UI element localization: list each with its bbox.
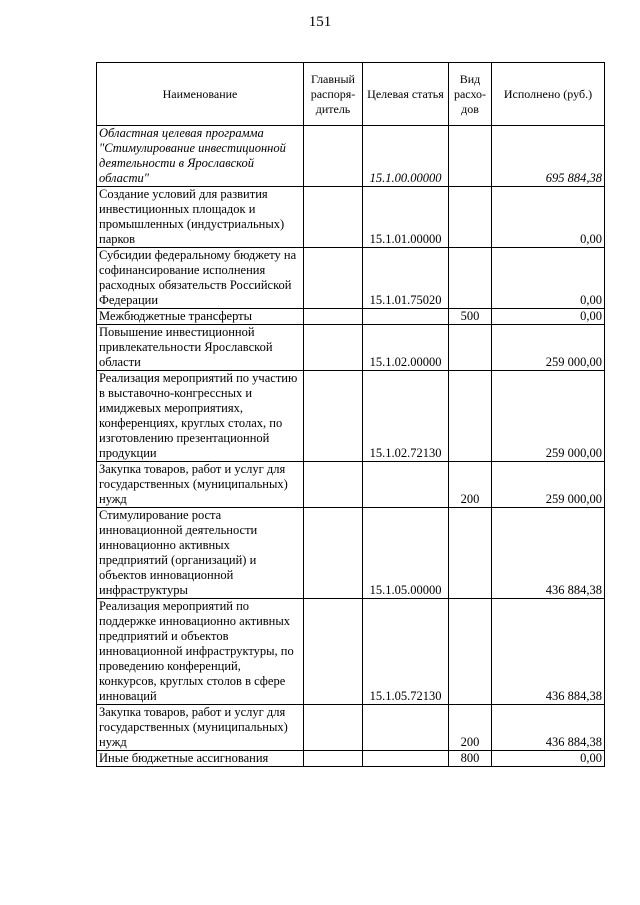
row-type-cell: 800 (449, 751, 492, 767)
row-type-cell (449, 126, 492, 187)
row-admin-cell (304, 462, 363, 508)
row-type-cell: 500 (449, 309, 492, 325)
row-article-cell (363, 309, 449, 325)
row-type-cell: 200 (449, 462, 492, 508)
row-name-cell: Закупка товаров, работ и услуг для государственных (муниципальных) нужд (97, 462, 304, 508)
row-type-cell (449, 371, 492, 462)
row-article-cell: 15.1.01.00000 (363, 187, 449, 248)
row-amount-cell: 259 000,00 (492, 371, 605, 462)
row-amount-cell: 0,00 (492, 309, 605, 325)
row-amount-cell: 436 884,38 (492, 508, 605, 599)
row-name-cell: Закупка товаров, работ и услуг для государственных (муниципальных) нужд (97, 705, 304, 751)
page-number: 151 (308, 14, 332, 30)
row-name-cell: Реализация мероприятий по участию в выставочно-конгрессных и имиджевых мероприятиях, конференциях, круглых столах, по изготовлению презентационной продукции (97, 371, 304, 462)
row-article-cell: 15.1.01.75020 (363, 248, 449, 309)
row-admin-cell (304, 248, 363, 309)
row-type-cell (449, 599, 492, 705)
budget-table (96, 62, 605, 767)
row-article-cell: 15.1.00.00000 (363, 126, 449, 187)
row-name-cell: Стимулирование роста инновационной деятельности инновационно активных предприятий (организаций) и объектов инновационной инфраструктуры (97, 508, 304, 599)
row-amount-cell: 436 884,38 (492, 705, 605, 751)
row-article-cell (363, 705, 449, 751)
table-row (97, 248, 605, 309)
row-amount-cell: 695 884,38 (492, 126, 605, 187)
row-article-cell: 15.1.02.00000 (363, 325, 449, 371)
header-type: Вид расхо-дов (449, 63, 492, 126)
table-header-row (97, 63, 605, 126)
row-name-cell: Областная целевая программа "Стимулирование инвестиционной деятельности в Ярославской области" (97, 126, 304, 187)
row-admin-cell (304, 508, 363, 599)
row-name-cell: Повышение инвестиционной привлекательности Ярославской области (97, 325, 304, 371)
table-row (97, 462, 605, 508)
row-amount-cell: 259 000,00 (492, 325, 605, 371)
row-article-cell: 15.1.05.72130 (363, 599, 449, 705)
row-name-cell: Реализация мероприятий по поддержке инновационно активных предприятий и объектов инновационной инфраструктуры, по проведению конференций, конкурсов, круглых столов в сфере инноваций (97, 599, 304, 705)
row-name-cell: Субсидии федеральному бюджету на софинансирование исполнения расходных обязательств Российской Федерации (97, 248, 304, 309)
header-admin: Главный распоря-дитель (304, 63, 363, 126)
table-row (97, 309, 605, 325)
row-admin-cell (304, 309, 363, 325)
row-admin-cell (304, 325, 363, 371)
row-admin-cell (304, 371, 363, 462)
row-article-cell: 15.1.02.72130 (363, 371, 449, 462)
row-article-cell (363, 462, 449, 508)
row-amount-cell: 259 000,00 (492, 462, 605, 508)
row-type-cell (449, 187, 492, 248)
row-admin-cell (304, 599, 363, 705)
table-row (97, 751, 605, 767)
row-name-cell: Межбюджетные трансферты (97, 309, 304, 325)
row-amount-cell: 0,00 (492, 751, 605, 767)
row-article-cell (363, 751, 449, 767)
row-name-cell: Создание условий для развития инвестиционных площадок и промышленных (индустриальных) парков (97, 187, 304, 248)
row-type-cell: 200 (449, 705, 492, 751)
table-row (97, 599, 605, 705)
row-name-cell: Иные бюджетные ассигнования (97, 751, 304, 767)
header-article: Целевая статья (363, 63, 449, 126)
row-admin-cell (304, 705, 363, 751)
table-row (97, 187, 605, 248)
row-amount-cell: 436 884,38 (492, 599, 605, 705)
table-row (97, 705, 605, 751)
table-row (97, 508, 605, 599)
row-article-cell: 15.1.05.00000 (363, 508, 449, 599)
header-name: Наименование (97, 63, 304, 126)
table-row (97, 126, 605, 187)
header-executed: Исполнено (руб.) (492, 63, 605, 126)
row-amount-cell: 0,00 (492, 248, 605, 309)
row-amount-cell: 0,00 (492, 187, 605, 248)
row-admin-cell (304, 126, 363, 187)
row-admin-cell (304, 751, 363, 767)
row-type-cell (449, 248, 492, 309)
row-type-cell (449, 325, 492, 371)
table-row (97, 325, 605, 371)
row-type-cell (449, 508, 492, 599)
table-row (97, 371, 605, 462)
row-admin-cell (304, 187, 363, 248)
